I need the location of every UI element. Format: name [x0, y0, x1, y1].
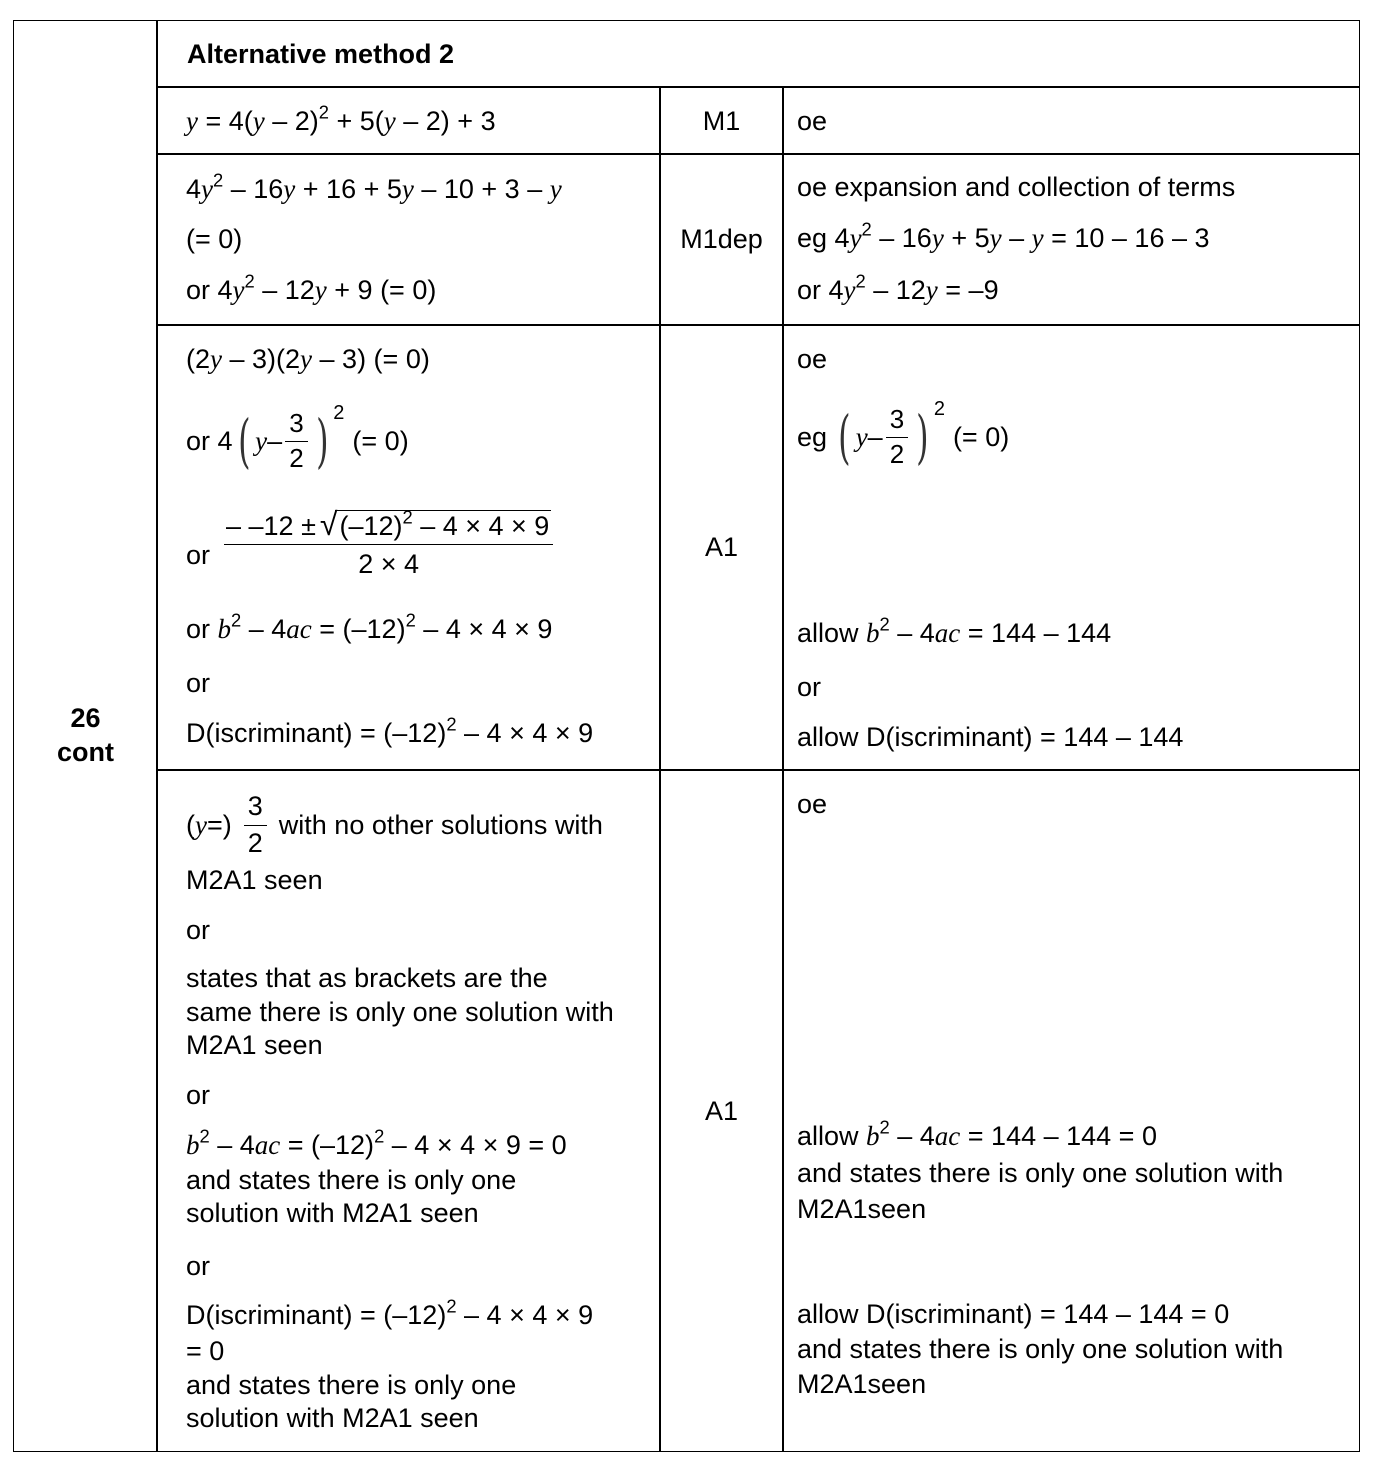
right-paren: ) — [315, 407, 329, 475]
row4-answer-line4: states that as brackets are the — [186, 963, 548, 993]
row4-answer-line14: and states there is only one — [186, 1370, 517, 1400]
row3-comment-cell — [782, 324, 1360, 771]
row3-answer-quadratic-formula: – –12 ± √ $(-12)^2 - 4 \times 4 \times 9$ 2 × 4 — [224, 508, 553, 578]
row3-answer-factorised: (2y – 3)(2y – 3) (= 0) — [186, 344, 430, 374]
row4-comment-allow-b2: allow $b^2 - 4ac = 144 - 144 = 0$ — [797, 1116, 1157, 1151]
row4-comment-oe: oe — [797, 789, 828, 819]
row4-answer-d: D(iscriminant) = $(-12)^2 - 4 \times 4 \times 9$ — [186, 1295, 594, 1330]
row1-answer: y = 4(y – 2)$^2$ + 5(y – 2) + 3 — [186, 101, 496, 136]
row4-answer-or1: or — [186, 915, 211, 945]
row4-comment-line6: and states there is only one solution with — [797, 1334, 1284, 1364]
row3-comment-oe: oe — [797, 344, 828, 374]
question-number-cell — [13, 20, 158, 1452]
row4-mark: A1 — [704, 1096, 739, 1126]
row4-answer-line6: M2A1 seen — [186, 1030, 323, 1060]
row2-answer-line2: (= 0) — [186, 224, 243, 254]
row4-comment-line3: and states there is only one solution with — [797, 1158, 1284, 1188]
left-paren: ( — [838, 403, 851, 471]
row3-comment-allow-b2: allow $b^2 - 4ac = 144 - 144$ — [797, 613, 1112, 648]
row4-answer-or3: or — [186, 1251, 211, 1281]
row4-comment-allow-d: allow D(iscriminant) = 144 – 144 = 0 — [797, 1299, 1230, 1329]
row3-comment-allow-d: allow D(iscriminant) = 144 – 144 — [797, 722, 1184, 752]
question-cont: cont — [57, 737, 114, 767]
row1-mark: M1 — [702, 106, 741, 136]
method-title: Alternative method 2 — [187, 39, 455, 69]
row4-answer-or2: or — [186, 1080, 211, 1110]
row2-answer-line3: or $4y^2 - 12y + 9$ (= 0) — [186, 270, 437, 305]
row3-answer-formula-or: or — [186, 540, 211, 570]
row3-answer-discriminant-b2: or $b^2 - 4ac = (-12)^2 - 4 \times 4 \times 9$ — [186, 609, 553, 644]
row3-comment-or: or — [797, 672, 822, 702]
row2-mark: M1dep — [680, 224, 763, 254]
row4-answer-eq0: = 0 — [186, 1336, 225, 1366]
row3-answer-discriminant-d: D(iscriminant) = $(-12)^2 - 4 \times 4 \times 9$ — [186, 713, 594, 748]
row1-comment-cell — [782, 86, 1360, 155]
fraction: $\frac{3}{2}$ — [285, 409, 307, 474]
row4-answer-line2: M2A1 seen — [186, 865, 323, 895]
row4-answer-b2: $b^2 - 4ac = (-12)^2 - 4 \times 4 \times 9 = 0$ — [186, 1125, 567, 1160]
right-paren: ) — [916, 403, 929, 471]
row4-answer-line9: and states there is only one — [186, 1165, 517, 1195]
left-paren: ( — [237, 407, 251, 475]
row3-answer-completed-square: or 4 ( y – $\frac{3}{2}$ ) 2 (= 0) — [186, 402, 409, 475]
row2-comment-line2: eg $4y^2 - 16y + 5y - y = 10 - 16 - 3$ — [797, 218, 1210, 253]
row4-answer-line5: same there is only one solution with — [186, 997, 614, 1027]
fraction: $\frac{3}{2}$ — [244, 791, 267, 858]
row3-answer-or: or — [186, 668, 211, 698]
row1-comment: oe — [797, 106, 828, 136]
question-number: 26 — [70, 703, 101, 733]
row2-comment-line3: or $4y^2 - 12y = -9$ — [797, 270, 999, 305]
row4-answer-line10: solution with M2A1 seen — [186, 1198, 479, 1228]
row3-mark: A1 — [704, 532, 739, 562]
fraction: $\frac{3}{2}$ — [886, 405, 908, 470]
row4-comment-line4: M2A1seen — [797, 1194, 927, 1224]
row2-comment-line1: oe expansion and collection of terms — [797, 172, 1236, 202]
row2-answer-line1: $4y^2 - 16y + 16 + 5y - 10 + 3 - y$ — [186, 169, 562, 204]
row4-comment-line7: M2A1seen — [797, 1369, 927, 1399]
row4-answer-line15: solution with M2A1 seen — [186, 1403, 479, 1433]
row3-comment-eg: eg ( y – $\frac{3}{2}$ ) 2 (= 0) — [797, 398, 1010, 471]
row4-answer-solution: ( y =) $\frac{3}{2}$ with no other solutions with — [186, 791, 603, 858]
